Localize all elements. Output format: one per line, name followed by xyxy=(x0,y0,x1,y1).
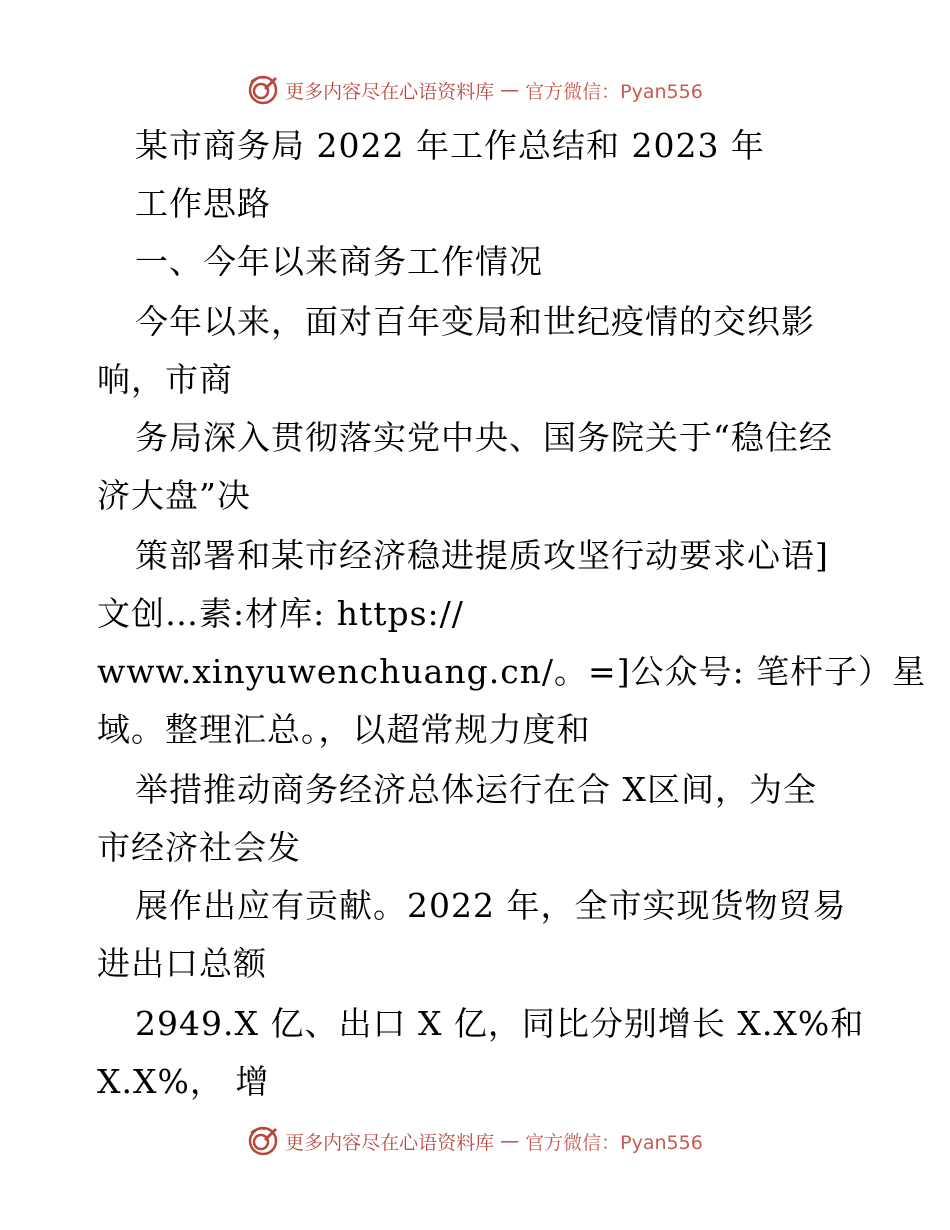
header-watermark-banner xyxy=(0,72,950,108)
paragraph-line: 务局深入贯彻落实党中央、国务院关于“稳住经 xyxy=(135,418,833,457)
watermark-logo-icon xyxy=(247,1125,279,1157)
paragraph-line: 展作出应有贡献。2022 年，全市实现货物贸易 xyxy=(135,886,847,925)
paragraph-line: 文创…素:材库: https:// xyxy=(97,594,464,633)
document-title-line-1: 某市商务局 2022 年工作总结和 2023 年 xyxy=(135,126,765,165)
paragraph-line: 举措推动商务经济总体运行在合 X区间，为全 xyxy=(135,770,817,809)
paragraph-line: 市经济社会发 xyxy=(97,828,301,867)
paragraph-line: 2949.X 亿、出口 X 亿，同比分别增长 X.X%和 xyxy=(135,1004,865,1043)
paragraph-line: www.xinyuwenchuang.cn/。=]公众号: 笔杆子）星 xyxy=(97,652,927,691)
watermark-logo-icon xyxy=(247,74,279,106)
paragraph-line: 策部署和某市经济稳进提质攻坚行动要求心语] xyxy=(135,536,829,575)
footer-watermark-banner xyxy=(0,1123,950,1159)
watermark-text: 更多内容尽在心语资料库 xyxy=(285,1131,495,1154)
paragraph-line: 今年以来，面对百年变局和世纪疫情的交织影 xyxy=(135,302,815,341)
paragraph-line: 进出口总额 xyxy=(97,944,267,983)
document-title-line-2: 工作思路 xyxy=(135,184,271,223)
paragraph-line: 济大盘”决 xyxy=(97,476,251,515)
watermark-text: 更多内容尽在心语资料库 xyxy=(285,80,495,103)
paragraph-line: X.X%， 增 xyxy=(97,1062,270,1101)
watermark-separator: — xyxy=(500,79,520,101)
watermark-contact: 官方微信：Pyan556 xyxy=(525,1131,703,1154)
paragraph-line: 域。整理汇总。，以超常规力度和 xyxy=(97,710,591,749)
watermark-separator: — xyxy=(500,1130,520,1152)
paragraph-line: 响，市商 xyxy=(97,360,233,399)
section-heading: 一、今年以来商务工作情况 xyxy=(135,242,543,281)
watermark-contact: 官方微信：Pyan556 xyxy=(525,80,703,103)
